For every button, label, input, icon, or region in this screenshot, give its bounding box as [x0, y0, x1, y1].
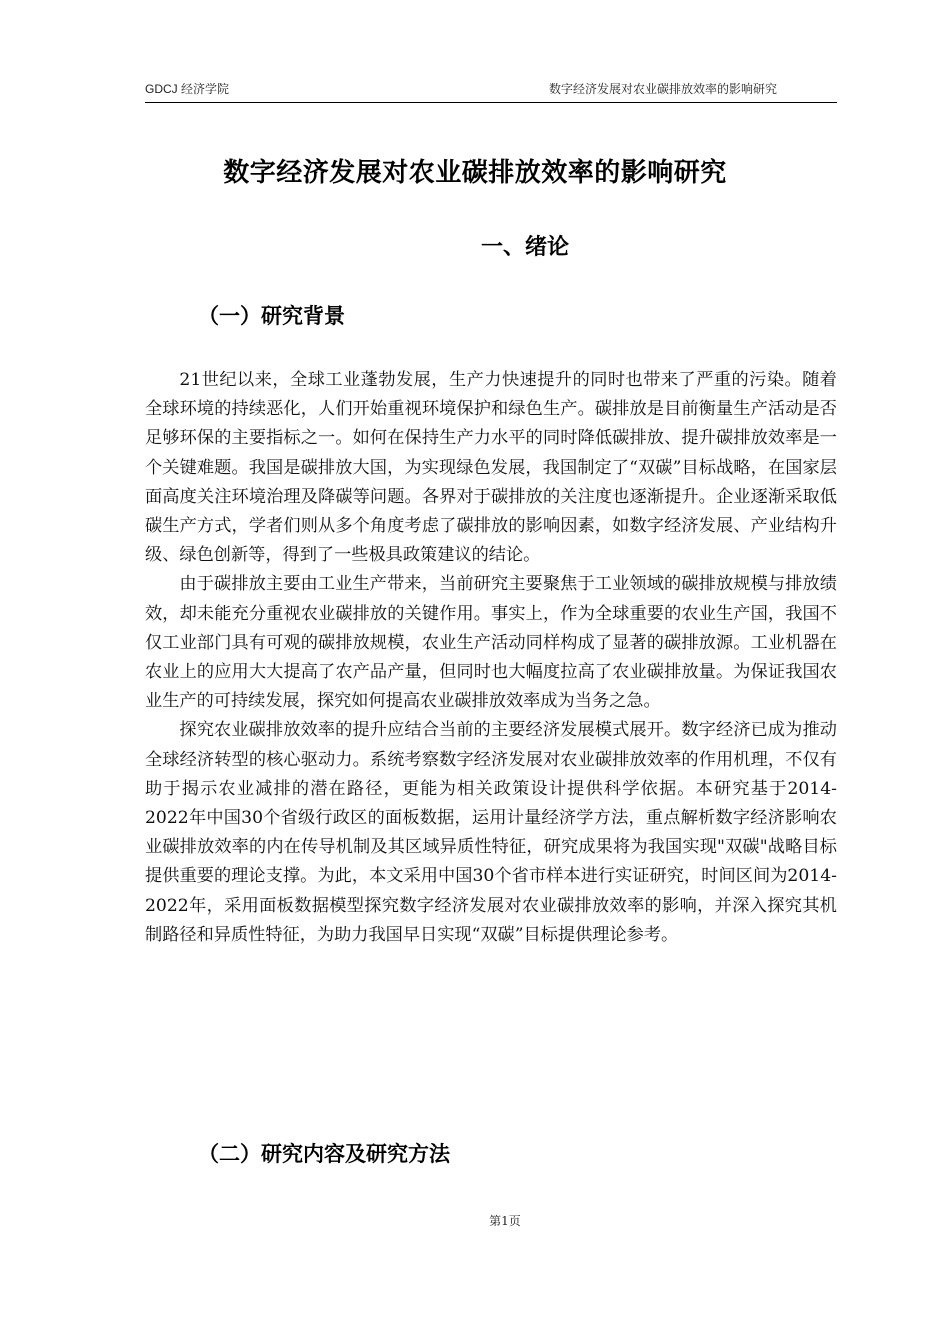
chapter-heading: 一、绪论 — [480, 235, 569, 260]
header-school-name: GDCJ 经济学院 — [145, 82, 230, 96]
section-heading-background: （一）研究背景 — [198, 304, 345, 328]
header-paper-title: 数字经济发展对农业碳排放效率的影响研究 — [548, 82, 777, 96]
paragraph: 探究农业碳排放效率的提升应结合当前的主要经济发展模式展开。数字经济已成为推动全球经济转型的核心驱动力。系统考察数字经济发展对农业碳排放效率的作用机理，不仅有助于揭示农业减排的潜在路径，更能为相关政策设计提供科学依据。本研究基于2014-2022年中国30个省级行政区的面板数据，运用计量经济学方法，重点解析数字经济影响农业碳排放效率的内在传导机制及其区域异质性特征，研究成果将为我国实现"双碳"战略目标提供重要的理论支撑。为此，本文采用中国30个省市样本进行实证研究，时间区间为2014-2022年，采用面板数据模型探究数字经济发展对农业碳排放效率的影响，并深入探究其机制路径和异质性特征，为助力我国早日实现“双碳”目标提供理论参考。 — [145, 720, 837, 945]
body-text — [145, 366, 837, 950]
paragraph: 21世纪以来，全球工业蓬勃发展，生产力快速提升的同时也带来了严重的污染。随着全球环境的持续恶化，人们开始重视环境保护和绿色生产。碳排放是目前衡量生产活动是否足够环保的主要指标之一。如何在保持生产力水平的同时降低碳排放、提升碳排放效率是一个关键难题。我国是碳排放大国，为实现绿色发展，我国制定了“双碳”目标战略，在国家层面高度关注环境治理及降碳等问题。各界对于碳排放的关注度也逐渐提升。企业逐渐采取低碳生产方式，学者们则从多个角度考虑了碳排放的影响因素，如数字经济发展、产业结构升级、绿色创新等，得到了一些极具政策建议的结论。 — [145, 370, 837, 566]
page-number: 第1页 — [489, 1214, 521, 1228]
paragraph: 由于碳排放主要由工业生产带来，当前研究主要聚焦于工业领域的碳排放规模与排放绩效，却未能充分重视农业碳排放的关键作用。事实上，作为全球重要的农业生产国，我国不仅工业部门具有可观的碳排放规模，农业生产活动同样构成了显著的碳排放源。工业机器在农业上的应用大大提高了农产品产量，但同时也大幅度拉高了农业碳排放量。为保证我国农业生产的可持续发展，探究如何提高农业碳排放效率成为当务之急。 — [145, 574, 837, 712]
page-header — [145, 80, 837, 103]
paper-title: 数字经济发展对农业碳排放效率的影响研究 — [223, 158, 727, 188]
section-heading-content-methods: （二）研究内容及研究方法 — [198, 1142, 450, 1166]
